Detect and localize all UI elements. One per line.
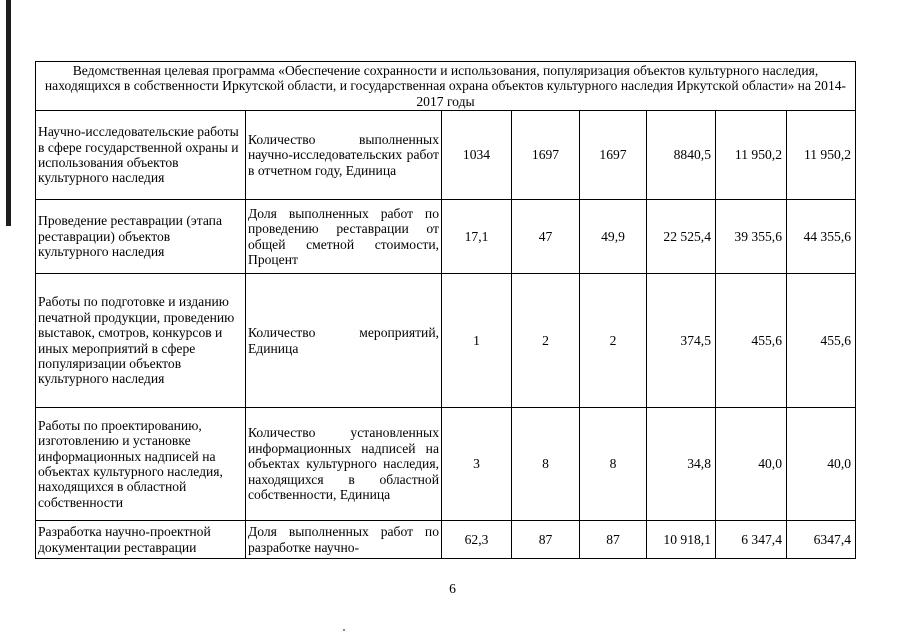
row-value: 2 [580, 274, 647, 408]
table-row [36, 111, 856, 200]
row-value: 1 [442, 274, 512, 408]
row-value: 62,3 [442, 521, 512, 559]
row-value: 40,0 [787, 408, 856, 521]
program-table [35, 61, 856, 559]
row-value: 47 [512, 200, 580, 274]
program-title-row [36, 62, 856, 111]
row-indicator: Доля выполненных работ по разработке научно- [246, 521, 442, 559]
row-value: 1034 [442, 111, 512, 200]
row-value: 8 [580, 408, 647, 521]
row-value: 87 [580, 521, 647, 559]
row-value: 39 355,6 [716, 200, 787, 274]
program-title: Ведомственная целевая программа «Обеспечение сохранности и использования, популяризация объектов культурного наследия, находящихся в собственности Иркутской области, и государственная охрана объектов культурного наследия Иркутской области» на 2014-2017 годы [36, 62, 856, 111]
scan-speck [343, 629, 345, 631]
row-indicator: Количество установленных информационных надписей на объектах культурного наследия, находящихся в областной собственности, Единица [246, 408, 442, 521]
row-value: 455,6 [716, 274, 787, 408]
row-value: 1697 [580, 111, 647, 200]
row-value: 374,5 [647, 274, 716, 408]
page-number: 6 [449, 581, 456, 596]
row-name: Научно-исследовательские работы в сфере государственной охраны и использования объектов культурного наследия [36, 111, 246, 200]
row-value: 3 [442, 408, 512, 521]
row-name: Работы по проектированию, изготовлению и установке информационных надписей на объектах культурного наследия, находящихся в областной собственности [36, 408, 246, 521]
table-row [36, 200, 856, 274]
row-value: 6 347,4 [716, 521, 787, 559]
row-indicator: Доля выполненных работ по проведению реставрации от общей сметной стоимости, Процент [246, 200, 442, 274]
row-value: 40,0 [716, 408, 787, 521]
row-value: 11 950,2 [716, 111, 787, 200]
row-indicator: Количество мероприятий, Единица [246, 274, 442, 408]
row-value: 6347,4 [787, 521, 856, 559]
row-value: 34,8 [647, 408, 716, 521]
row-value: 17,1 [442, 200, 512, 274]
scan-edge-line [6, 0, 11, 226]
table-row [36, 408, 856, 521]
table-row [36, 521, 856, 559]
row-value: 2 [512, 274, 580, 408]
row-value: 22 525,4 [647, 200, 716, 274]
row-value: 87 [512, 521, 580, 559]
row-indicator: Количество выполненных научно-исследовательских работ в отчетном году, Единица [246, 111, 442, 200]
row-value: 1697 [512, 111, 580, 200]
row-name: Работы по подготовке и изданию печатной продукции, проведению выставок, смотров, конкурсов и иных мероприятий в сфере популяризации объектов культурного наследия [36, 274, 246, 408]
row-name: Разработка научно-проектной документации реставрации [36, 521, 246, 559]
row-value: 8840,5 [647, 111, 716, 200]
row-value: 44 355,6 [787, 200, 856, 274]
row-value: 10 918,1 [647, 521, 716, 559]
row-value: 49,9 [580, 200, 647, 274]
row-name: Проведение реставрации (этапа реставрации) объектов культурного наследия [36, 200, 246, 274]
table-row [36, 274, 856, 408]
row-value: 11 950,2 [787, 111, 856, 200]
row-value: 8 [512, 408, 580, 521]
row-value: 455,6 [787, 274, 856, 408]
